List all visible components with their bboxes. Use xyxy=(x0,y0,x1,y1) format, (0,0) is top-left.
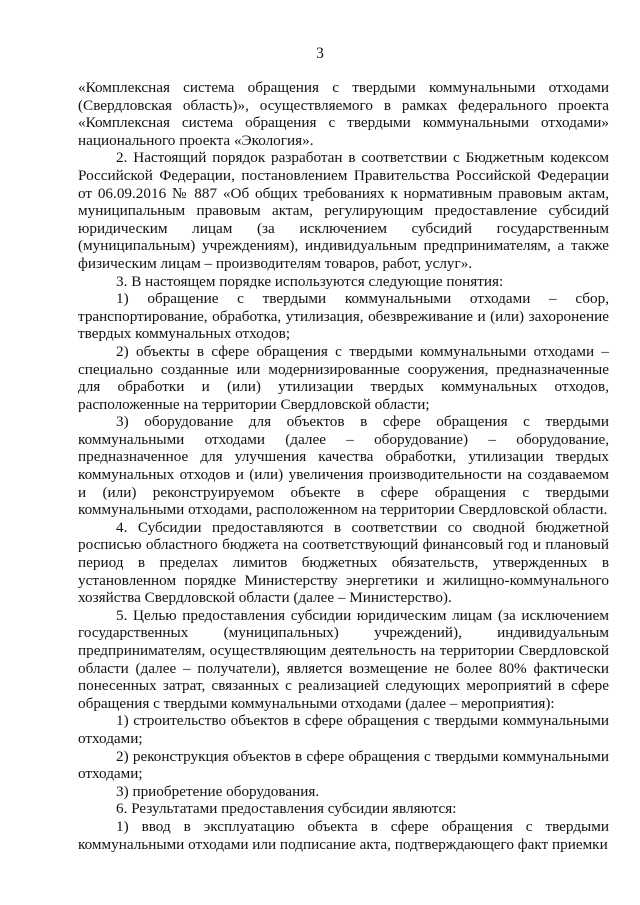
document-body xyxy=(78,79,609,853)
paragraph-continuation: «Комплексная система обращения с твердыми коммунальными отходами (Свердловская область)», осуществляемого в рамках федерального проекта «Комплексная система обращения с твердыми коммунальными отходами» национального проекта «Экология». xyxy=(78,79,609,149)
subitem-6-1: 1) ввод в эксплуатацию объекта в сфере обращения с твердыми коммунальными отходами или подписание акта, подтверждающего факт приемки xyxy=(78,817,609,853)
subitem-3-3: 3) оборудование для объектов в сфере обращения с твердыми коммунальными отходами (далее – оборудование) – оборудование, предназначенное для улучшения качества обработки, утилизации твердых коммунальных отходов и (или) увеличения производительности на создаваемом и (или) реконструируемом объекте в сфере обращения с твердыми коммунальными отходами, расположенном на территории Свердловской области. xyxy=(78,413,609,519)
subitem-5-2: 2) реконструкция объектов в сфере обращения с твердыми коммунальными отходами; xyxy=(78,747,609,783)
paragraph-item-3: 3. В настоящем порядке используются следующие понятия: xyxy=(116,272,504,290)
page-number: 3 xyxy=(316,45,324,62)
subitem-3-1: 1) обращение с твердыми коммунальными отходами – сбор, транспортирование, обработка, утилизация, обезвреживание и (или) захоронение твердых коммунальных отходов; xyxy=(78,290,609,343)
paragraph-item-5: 5. Целью предоставления субсидии юридическим лицам (за исключением государственных (муниципальных) учреждений), индивидуальным предпринимателям, осуществляющим деятельность на территории Свердловской области (далее – получатели), является возмещение не более 80% фактически понесенных затрат, связанных с реализацией следующих мероприятий в сфере обращения с твердыми коммунальными отходами (далее – мероприятия): xyxy=(78,606,609,712)
paragraph-item-4: 4. Субсидии предоставляются в соответствии со сводной бюджетной росписью областного бюджета на соответствующий финансовый год и плановый период в пределах лимитов бюджетных обязательств, утвержденных в установленном порядке Министерству энергетики и жилищно-коммунального хозяйства Свердловской области (далее – Министерство). xyxy=(78,518,609,607)
paragraph-item-6: 6. Результатами предоставления субсидии являются: xyxy=(116,800,457,818)
subitem-5-3: 3) приобретение оборудования. xyxy=(116,782,320,800)
subitem-3-2: 2) объекты в сфере обращения с твердыми коммунальными отходами – специально созданные или модернизированные сооружения, предназначенные для обработки и (или) утилизации твердых коммунальных отходов, расположенные на территории Свердловской области; xyxy=(78,342,609,413)
subitem-5-1: 1) строительство объектов в сфере обращения с твердыми коммунальными отходами; xyxy=(78,712,609,747)
paragraph-item-2: 2. Настоящий порядок разработан в соответствии с Бюджетным кодексом Российской Федерации, постановлением Правительства Российской Федерации от 06.09.2016 № 887 «Об общих требованиях к нормативным правовым актам, муниципальным правовым актам, регулирующим предоставление субсидий юридическим лицам (за исключением субсидий государственным (муниципальным) учреждениям), индивидуальным предпринимателям, а также физическим лицам – производителям товаров, работ, услуг». xyxy=(78,149,609,272)
